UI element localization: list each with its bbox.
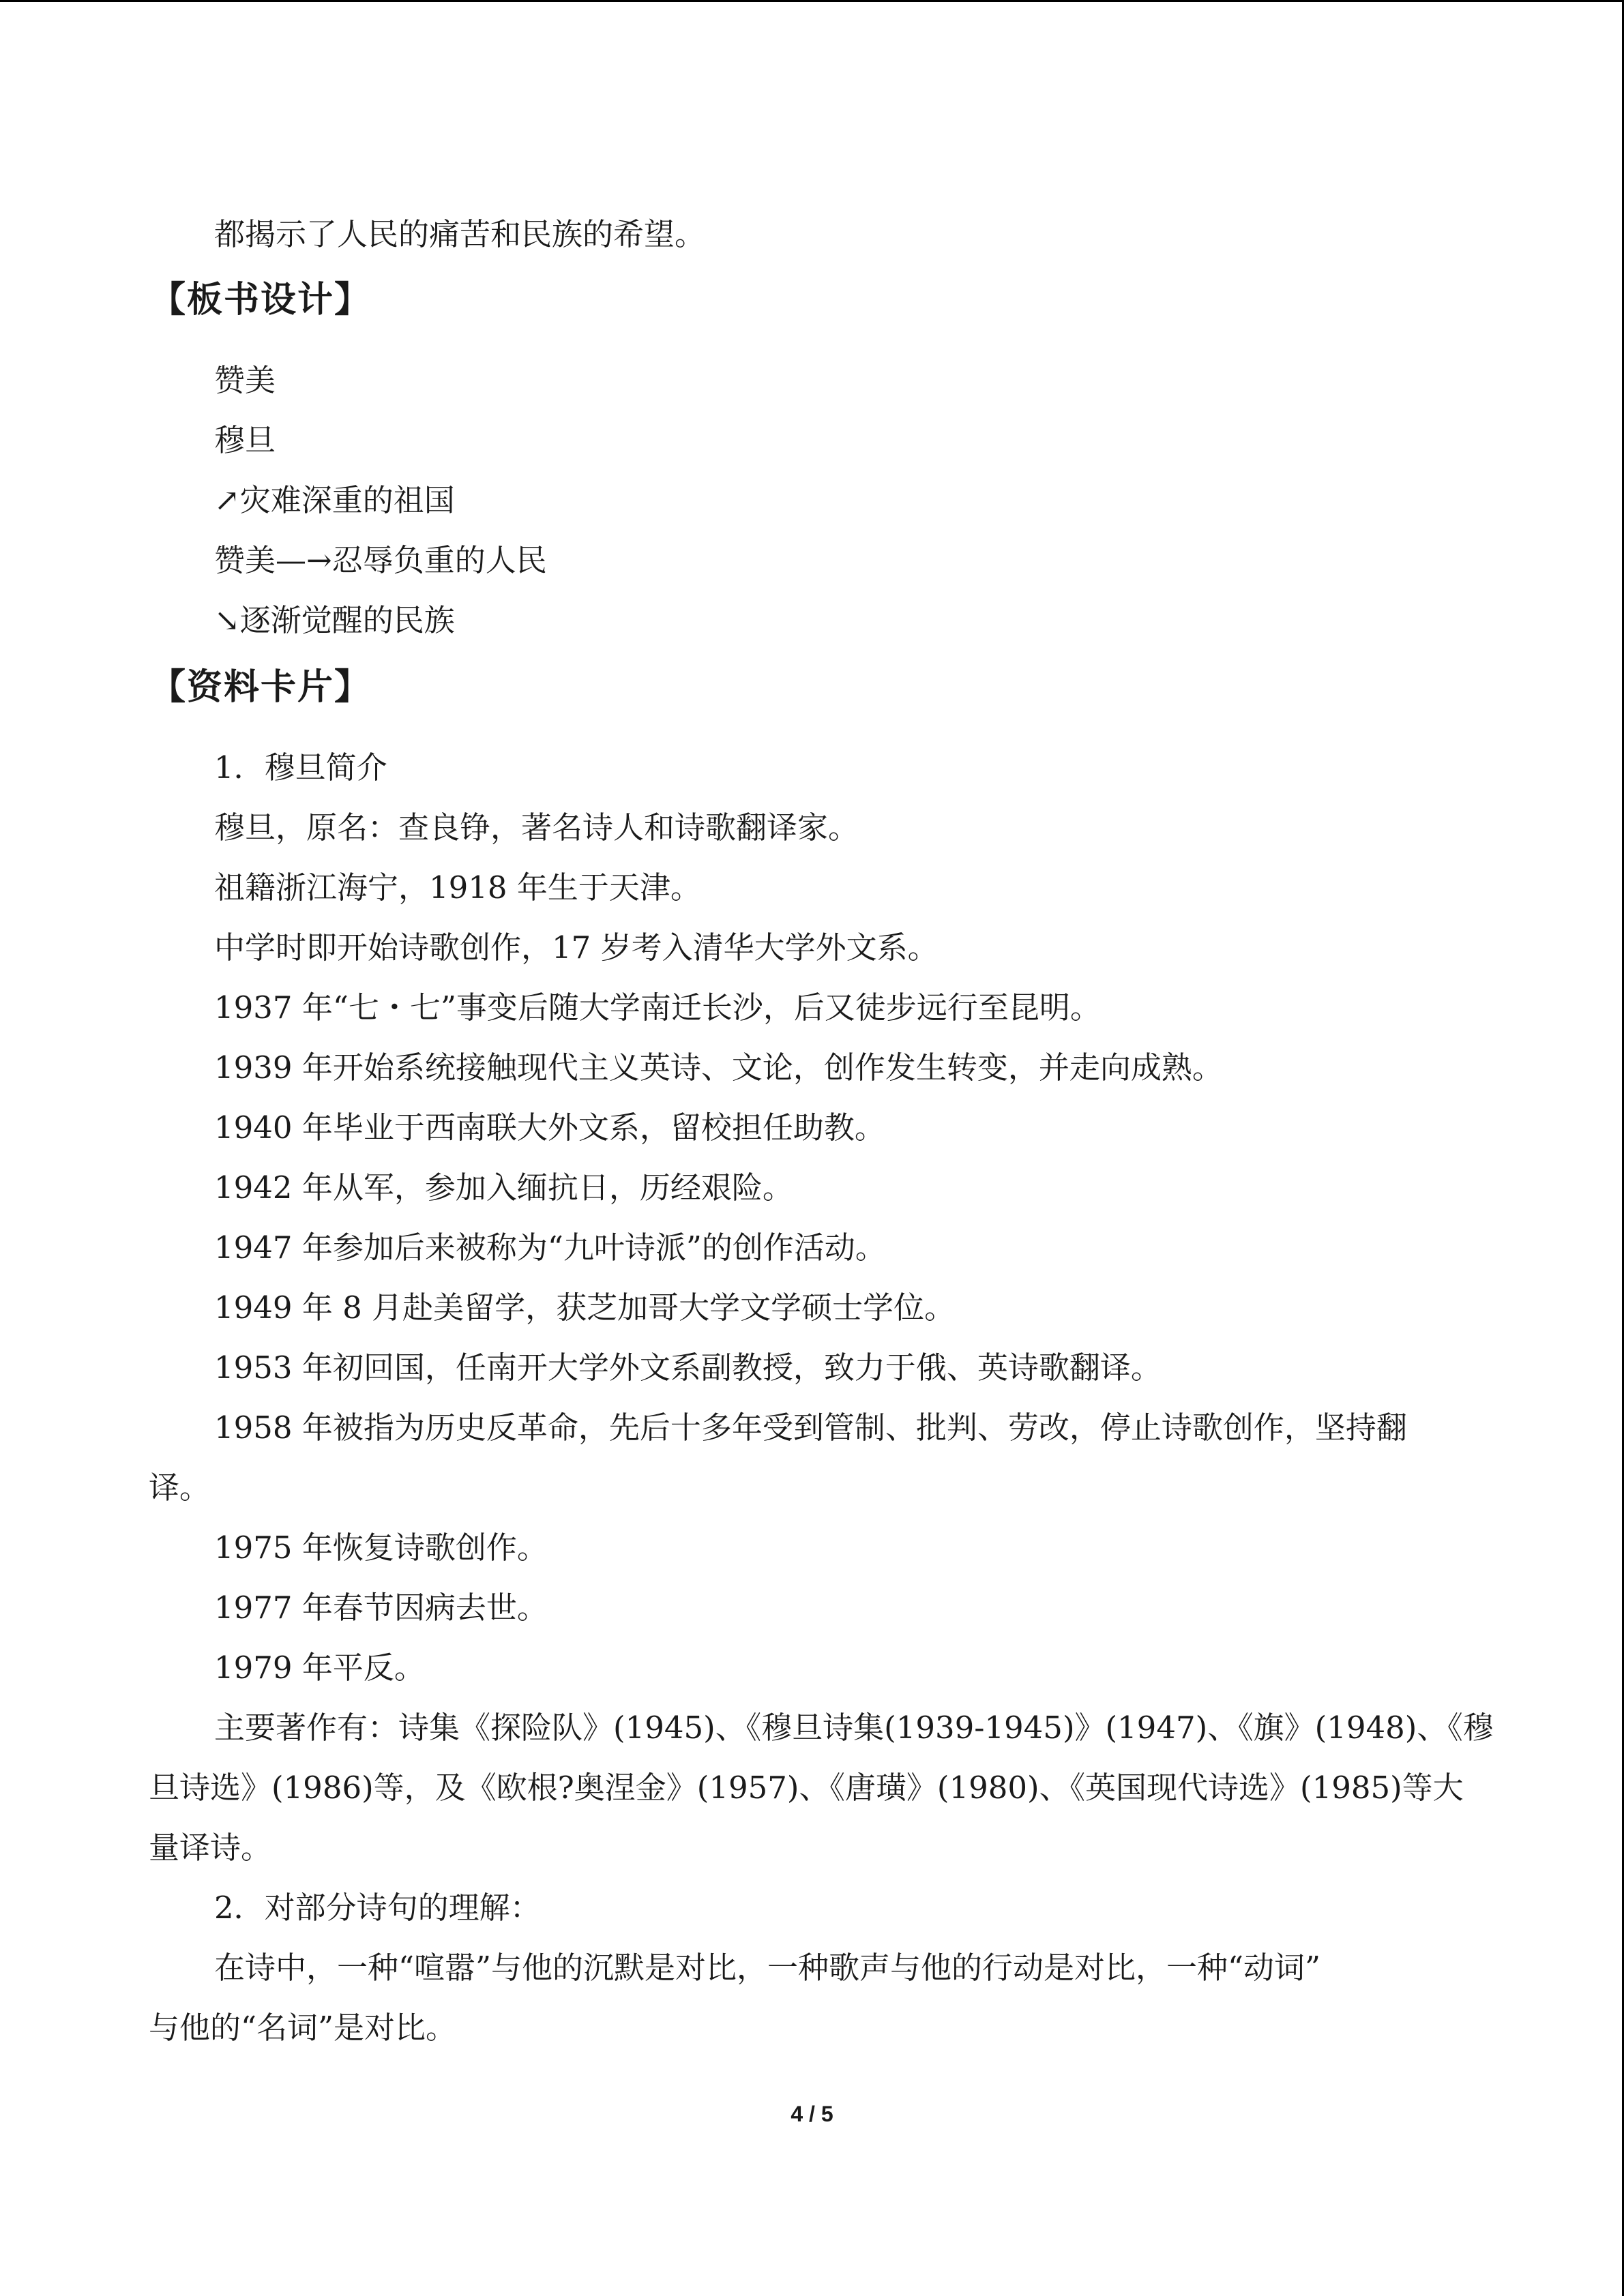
analysis-line: 在诗中，一种“喧嚣”与他的沉默是对比，一种歌声与他的行动是对比，一种“动词” [214, 1950, 1321, 1986]
board-design-heading: 【板书设计】 [150, 280, 372, 320]
bio-line: 1937 年“七・七”事变后随大学南迁长沙，后又徒步远行至昆明。 [214, 989, 1101, 1026]
bio-line-1958: 1958 年被指为历史反革命，先后十多年受到管制、批判、劳改，停止诗歌创作，坚持翻 [214, 1410, 1407, 1446]
analysis-line-cont: 与他的“名词”是对比。 [149, 2010, 457, 2046]
board-line: ↘逐渐觉醒的民族 [214, 602, 455, 638]
bio-line: 中学时即开始诗歌创作，17 岁考入清华大学外文系。 [214, 929, 939, 966]
intro-line: 都揭示了人民的痛苦和民族的希望。 [214, 216, 706, 252]
bio-line-1958-cont: 译。 [149, 1470, 211, 1506]
board-line: 穆旦 [214, 422, 276, 458]
bio-line: 祖籍浙江海宁，1918 年生于天津。 [214, 869, 701, 906]
bio-line: 1949 年 8 月赴美留学，获芝加哥大学文学硕士学位。 [214, 1289, 956, 1326]
bio-line: 1947 年参加后来被称为“九叶诗派”的创作活动。 [214, 1229, 886, 1266]
works-line: 主要著作有：诗集《探险队》(1945)、《穆旦诗集(1939-1945)》(1947)、《旗》(1948)、《穆 [214, 1710, 1494, 1746]
works-line-end: 量译诗。 [149, 1830, 272, 1866]
works-line-cont: 旦诗选》(1986)等，及《欧根?奥涅金》(1957)、《唐璜》(1980)、《英国现代诗选》(1985)等大 [149, 1770, 1464, 1806]
board-line: 赞美—→忍辱负重的人民 [214, 542, 547, 578]
bio-line: 1939 年开始系统接触现代主义英诗、文论，创作发生转变，并走向成熟。 [214, 1049, 1223, 1086]
bio-line: 1977 年春节因病去世。 [214, 1590, 548, 1626]
section-title-bio: 1．穆旦简介 [214, 749, 387, 786]
bio-line: 1979 年平反。 [214, 1650, 425, 1686]
bio-line: 1942 年从军，参加入缅抗日，历经艰险。 [214, 1169, 793, 1206]
board-line: ↗灾难深重的祖国 [214, 482, 455, 518]
section-title-analysis: 2．对部分诗句的理解： [214, 1890, 541, 1926]
page-top-border [0, 0, 1624, 2]
bio-line: 1975 年恢复诗歌创作。 [214, 1530, 548, 1566]
bio-line: 1940 年毕业于西南联大外文系，留校担任助教。 [214, 1109, 885, 1146]
bio-line: 1953 年初回国，任南开大学外文系副教授，致力于俄、英诗歌翻译。 [214, 1350, 1162, 1386]
info-card-heading: 【资料卡片】 [150, 667, 372, 708]
board-line: 赞美 [214, 362, 276, 398]
bio-line: 穆旦，原名：查良铮，著名诗人和诗歌翻译家。 [214, 809, 859, 846]
page-number: 4 / 5 [791, 2102, 833, 2126]
